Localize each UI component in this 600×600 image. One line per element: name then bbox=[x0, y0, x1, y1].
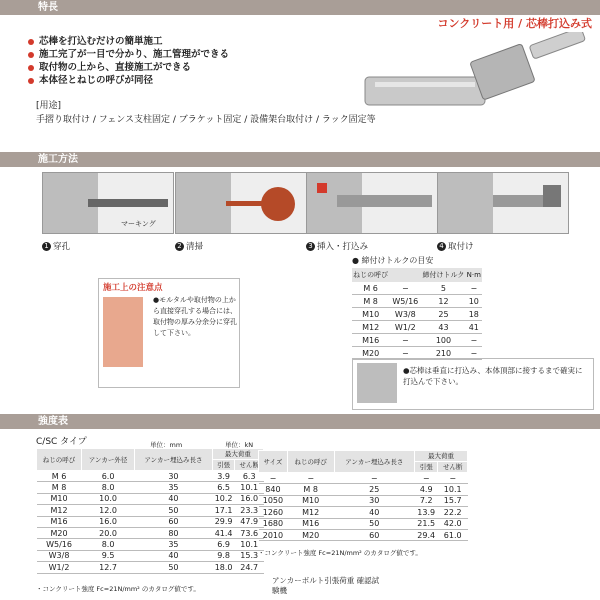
step-cleaning-image bbox=[175, 172, 307, 234]
step-mounting-image bbox=[437, 172, 569, 234]
features-header: 特長 bbox=[0, 0, 600, 15]
step-label: 2 清掃 bbox=[175, 240, 203, 252]
strength-type: C/SC タイプ bbox=[36, 437, 87, 447]
feature-item: 芯棒を打込むだけの簡単施工 bbox=[28, 35, 229, 48]
feature-item: 本体径とねじの呼びが同径 bbox=[28, 74, 229, 87]
strength-table-size: サイズ ねじの呼び アンカー埋込み長さ 最大荷重 引張 せん断 − − − − − 840 M 8 25 4.9 10.1 1050 M10 30 7.2 15.7 1260 M12 40 13.9 22.2 1680 M16 50 21.5 42.0 2010 M20 60 29.4 61.0 bbox=[258, 450, 468, 541]
strength-table-cs: ねじの呼び アンカー外径 アンカー埋込み長さ 最大荷重 引張 せん断 M 6 6.0 30 3.9 6.3 M 8 8.0 35 6.5 10.1 M10 10.0 40 10.2 16.0 M12 12.0 50 17.1 23.3 M16 16.0 60 29.9 47.9 M20 20.0 80 41.4 73.6 W5/16 8.0 35 6.9 10.1 W3/8 9.5 40 9.8 15.3 W1/2 12.7 50 18.0 24.7 bbox=[36, 448, 264, 574]
torque-table: ねじの呼び 締付けトルク N·m M 6 − 5 − M 8 W5/16 12 10 M10 W3/8 25 18 M12 W1/2 43 41 M16 − 100 − M20 − 210 − bbox=[352, 268, 482, 360]
procedure-header: 施工方法 bbox=[0, 152, 600, 167]
usage-title: [用途] bbox=[36, 101, 62, 111]
step-insertion-image bbox=[306, 172, 438, 234]
usage-text: 手摺り取付け / フェンス支柱固定 / ブラケット固定 / 設備架台取付け / ラック固定等 bbox=[36, 115, 376, 125]
anchor-bolt-image bbox=[355, 32, 595, 112]
features-list bbox=[28, 35, 229, 87]
feature-item: 取付物の上から、直接施工ができる bbox=[28, 61, 229, 74]
caution-box: 施工上の注意点 ●モルタルや取付物の上から直接穿孔する場合には、取付物の厚み分余分に穿孔して下さい。 bbox=[98, 278, 240, 388]
step-drilling-image: マーキング bbox=[42, 172, 174, 234]
strength-header: 強度表 bbox=[0, 414, 600, 429]
step-label: 3 挿入・打込み bbox=[306, 240, 368, 252]
test-machine-caption: アンカーボルト引張荷重 確認試験機 bbox=[272, 576, 380, 595]
step-label: 4 取付け bbox=[437, 240, 474, 252]
product-subtitle: コンクリート用 / 芯棒打込み式 bbox=[437, 17, 592, 30]
driving-note-box: ●芯棒は垂直に打込み、本体頂部に接するまで確実に打込んで下さい。 bbox=[352, 358, 594, 410]
step-label: 1 穿孔 bbox=[42, 240, 70, 252]
torque-title: ● 締付けトルクの目安 bbox=[352, 256, 434, 265]
feature-item: 施工完了が一目で分かり、施工管理ができる bbox=[28, 48, 229, 61]
